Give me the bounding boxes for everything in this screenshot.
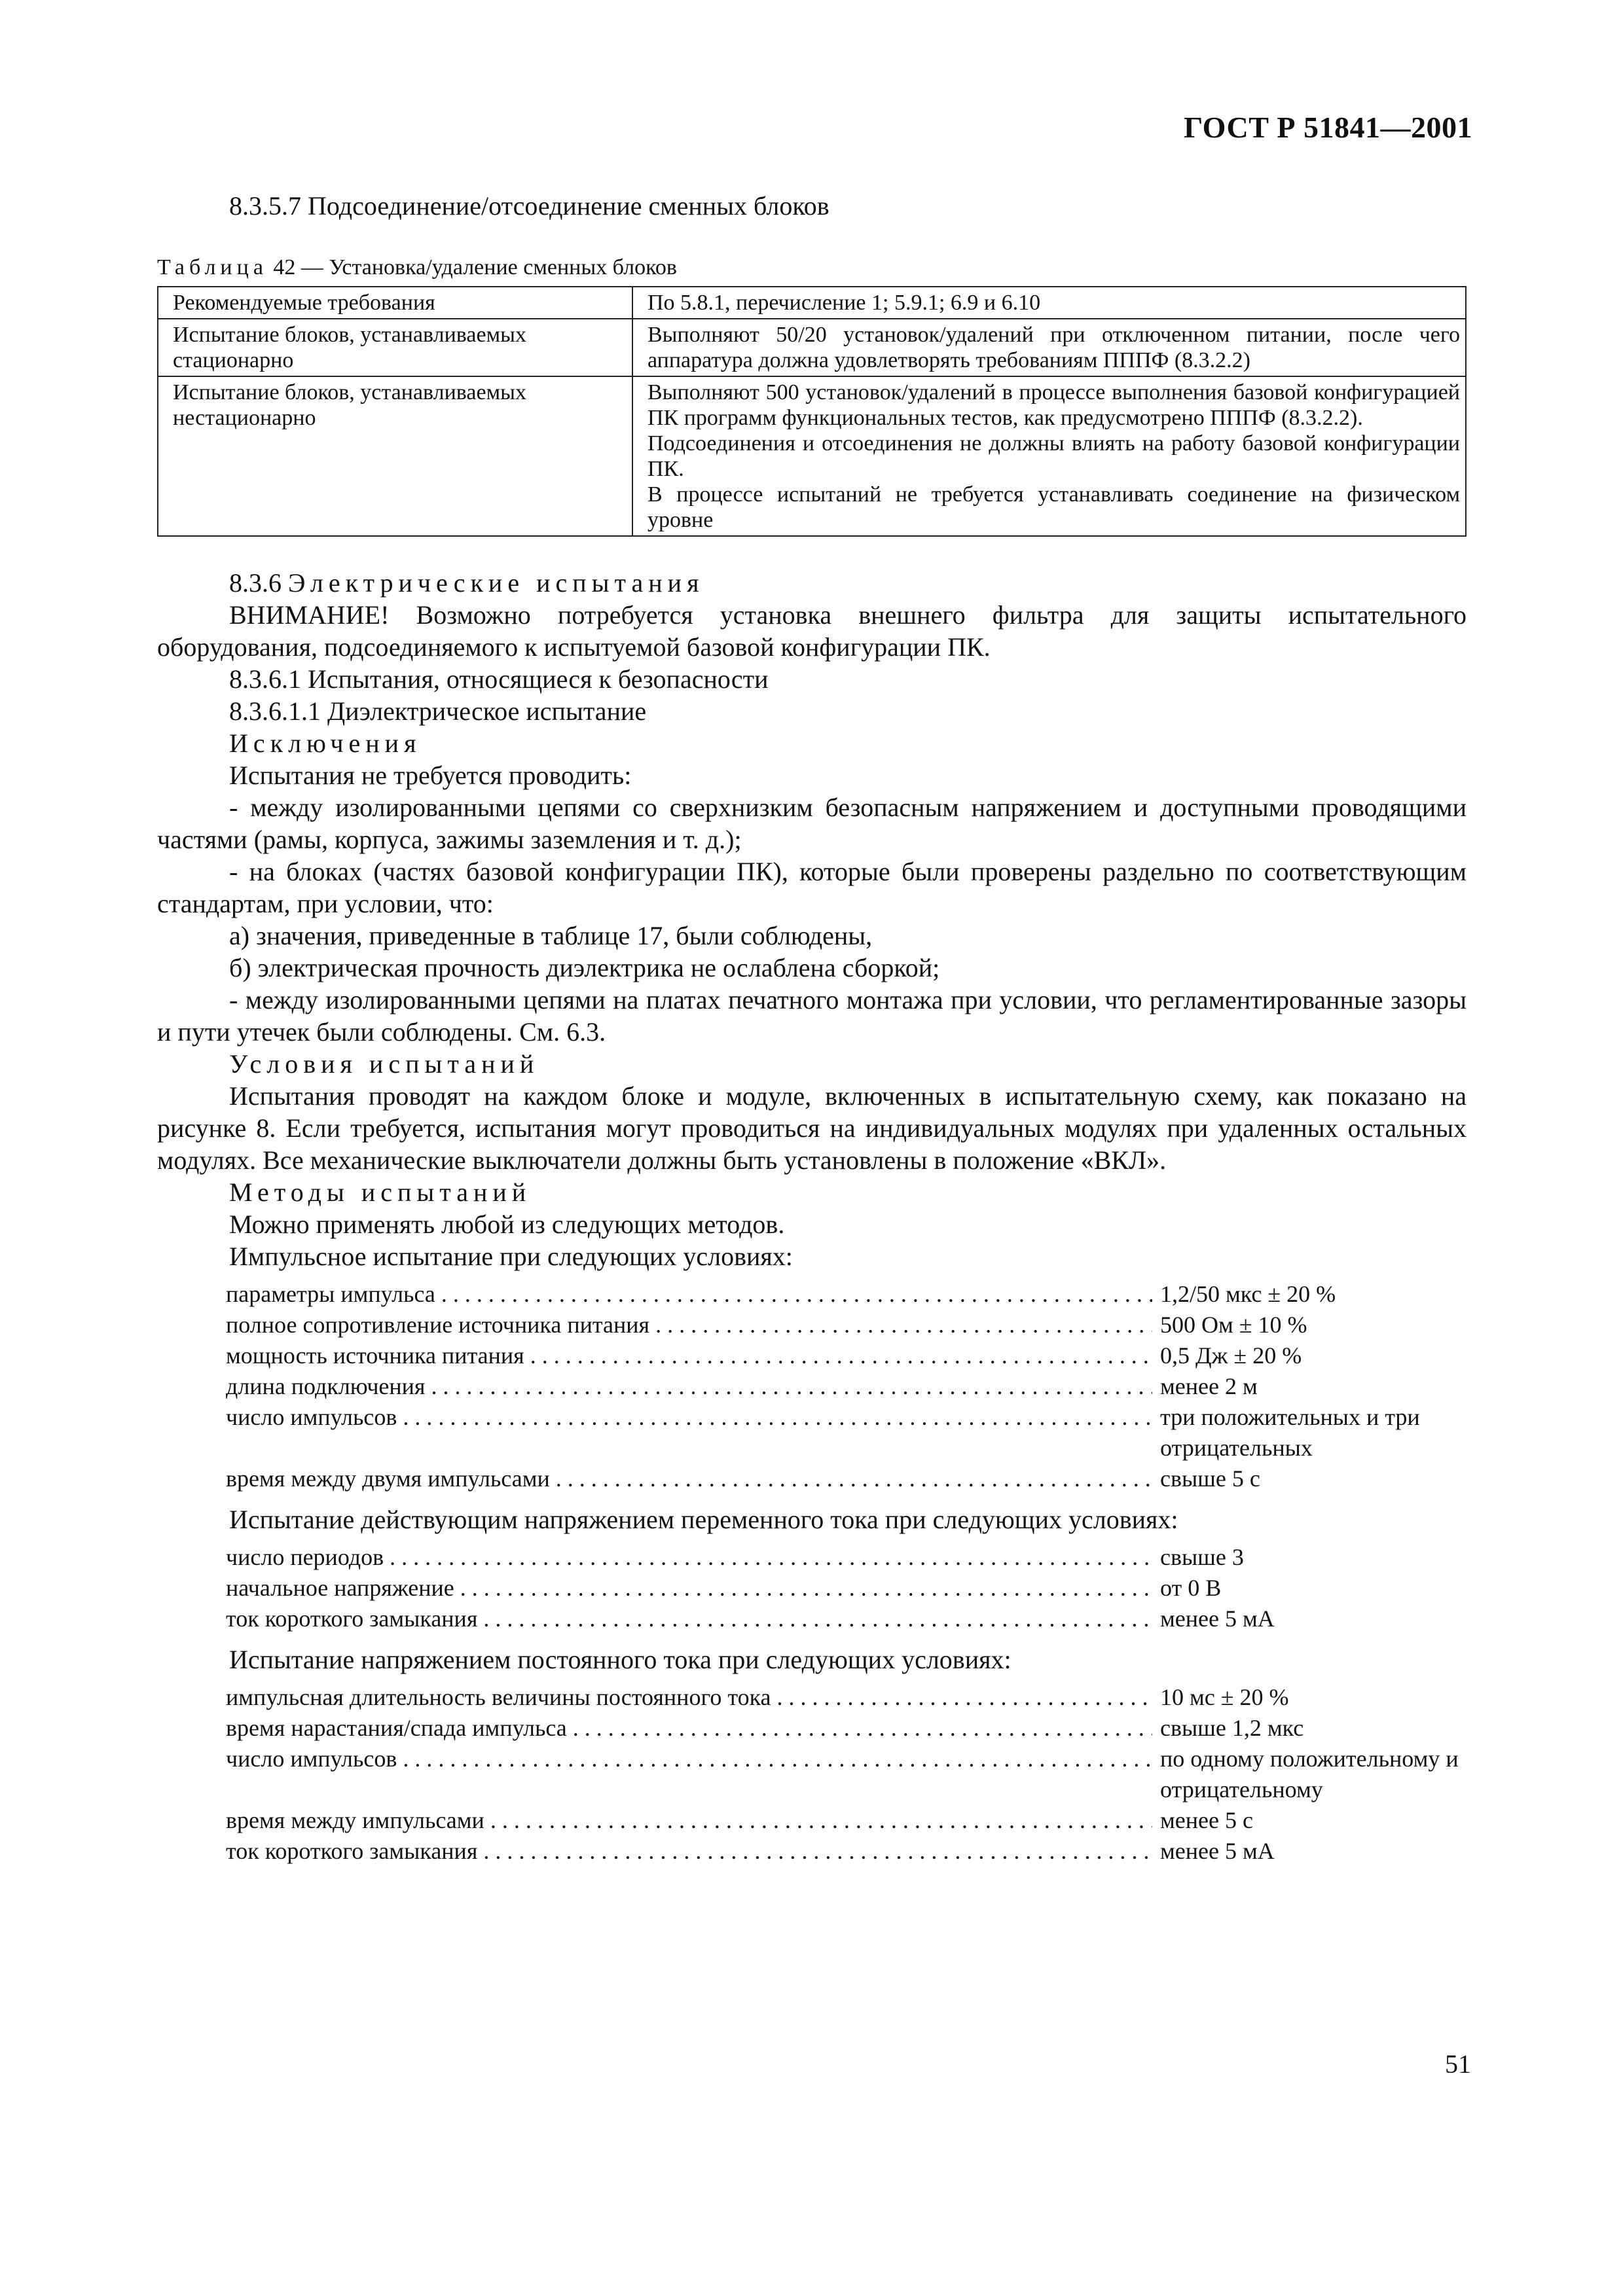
exception-item: Испытания не требуется проводить: <box>229 761 632 790</box>
param-row <box>226 1371 1467 1402</box>
exceptions-heading: Исключения <box>229 728 422 758</box>
exception-item: б) электрическая прочность диэлектрика не ослаблена сборкой; <box>229 953 940 982</box>
param-value: по одному положительному и отрицательному <box>1160 1746 1459 1803</box>
section-836-title <box>157 567 1467 599</box>
param-label: число импульсов . . . <box>226 1402 1152 1463</box>
section-836-name: Электрические испытания <box>288 568 704 598</box>
param-value: менее 5 мА <box>1160 1605 1275 1632</box>
param-value: свыше 5 с <box>1160 1465 1260 1492</box>
exception-item: а) значения, приведенные в таблице 17, были соблюдены, <box>229 921 873 950</box>
param-label: ток короткого замыкания . . . <box>226 1604 1152 1634</box>
impulse-params <box>226 1279 1467 1494</box>
cell-line: Подсоединения и отсоединения не должны влиять на работу базовой конфигурации ПК. <box>647 431 1460 481</box>
section-83611-title: 8.3.6.1.1 Диэлектрическое испытание <box>229 696 647 726</box>
param-row <box>226 1713 1467 1744</box>
param-label: время между двумя импульсами . . . <box>226 1463 1152 1494</box>
ac-intro: Испытание действующим напряжением переменного тока при следующих условиях: <box>229 1505 1178 1534</box>
section-8357-title: 8.3.5.7 Подсоединение/отсоединение сменных блоков <box>229 191 830 221</box>
param-row <box>226 1682 1467 1713</box>
param-label: время между импульсами . . . <box>226 1805 1152 1836</box>
param-value: 0,5 Дж ± 20 % <box>1160 1342 1302 1369</box>
param-value: от 0 В <box>1160 1575 1222 1601</box>
methods-heading: Методы испытаний <box>229 1177 532 1207</box>
exception-item: - на блоках (частях базовой конфигурации ПК), которые были проверены раздельно по соответствующим стандартам, при условии, что: <box>157 857 1467 918</box>
table-row <box>158 376 1466 536</box>
param-value: 10 мс ± 20 % <box>1160 1684 1289 1710</box>
param-label: число периодов . . . <box>226 1542 1152 1573</box>
param-row <box>226 1310 1467 1340</box>
warning-label: ВНИМАНИЕ! <box>229 600 390 630</box>
cell-line: В процессе испытаний не требуется устанавливать соединение на физическом уровне <box>647 482 1460 532</box>
table-cell: Рекомендуемые требования <box>158 287 632 319</box>
table-cell <box>632 287 1466 319</box>
param-value: 1,2/50 мкс ± 20 % <box>1160 1281 1336 1307</box>
section-8361-title: 8.3.6.1 Испытания, относящиеся к безопасности <box>229 664 769 694</box>
table-cell <box>632 319 1466 376</box>
param-row <box>226 1402 1467 1463</box>
param-value: свыше 1,2 мкс <box>1160 1715 1304 1741</box>
warning-text: Возможно потребуется установка внешнего фильтра для защиты испытательного оборудования, подсоединяемого к испытуемой базовой конфигурации ПК. <box>157 600 1467 662</box>
param-value: менее 5 с <box>1160 1807 1253 1833</box>
param-label: начальное напряжение . . . <box>226 1573 1152 1604</box>
param-row <box>226 1279 1467 1310</box>
cell-line: Выполняют 500 установок/удалений в процессе выполнения базовой конфигурацией ПК программ функциональных тестов, как предусмотрено ПППФ (8.3.2.2). <box>647 380 1460 430</box>
table-cell <box>632 376 1466 536</box>
cell-line: Выполняют 50/20 установок/удалений при отключенном питании, после чего аппаратура должна удовлетворять требованиям ПППФ (8.3.2.2) <box>647 323 1460 372</box>
param-row <box>226 1542 1467 1573</box>
methods-intro: Можно применять любой из следующих методов. <box>229 1210 785 1239</box>
table-row <box>158 287 1466 319</box>
standard-header: ГОСТ Р 51841—2001 <box>1184 111 1472 144</box>
dc-params <box>226 1682 1467 1867</box>
exception-item: - между изолированными цепями на платах печатного монтажа при условии, что регламентированные зазоры и пути утечек были соблюдены. См. 6.3. <box>157 985 1467 1047</box>
table-caption-text: 42 — Установка/удаление сменных блоков <box>267 255 677 279</box>
page-number: 51 <box>1445 2049 1471 2079</box>
conditions-heading: Условия испытаний <box>229 1049 539 1079</box>
warning-paragraph <box>157 599 1467 663</box>
exception-item: - между изолированными цепями со сверхнизким безопасным напряжением и доступными проводящими частями (рамы, корпуса, зажимы заземления и т. д.); <box>157 793 1467 854</box>
param-row <box>226 1805 1467 1836</box>
param-value: менее 5 мА <box>1160 1838 1275 1864</box>
param-row <box>226 1573 1467 1604</box>
table-cell: Испытание блоков, устанавливаемых нестационарно <box>158 376 632 536</box>
param-value: три положительных и три отрицательных <box>1160 1404 1420 1461</box>
param-row <box>226 1744 1467 1805</box>
param-row <box>226 1836 1467 1867</box>
param-row <box>226 1463 1467 1494</box>
table-row <box>158 319 1466 376</box>
param-label: параметры импульса . . . <box>226 1279 1152 1310</box>
dc-intro: Испытание напряжением постоянного тока при следующих условиях: <box>229 1645 1012 1674</box>
param-label: полное сопротивление источника питания . . . <box>226 1310 1152 1340</box>
param-label: мощность источника питания . . . <box>226 1340 1152 1371</box>
param-row <box>226 1604 1467 1634</box>
cell-line: По 5.8.1, перечисление 1; 5.9.1; 6.9 и 6.10 <box>647 291 1041 315</box>
param-label: время нарастания/спада импульса . . . <box>226 1713 1152 1744</box>
page-content <box>157 190 1467 1876</box>
param-row <box>226 1340 1467 1371</box>
table-caption <box>157 253 1467 282</box>
section-836-number: 8.3.6 <box>229 568 288 598</box>
param-value: 500 Ом ± 10 % <box>1160 1312 1307 1338</box>
param-label: ток короткого замыкания . . . <box>226 1836 1152 1867</box>
table-caption-label: Таблица <box>157 255 268 279</box>
table-42 <box>157 286 1467 537</box>
conditions-paragraph: Испытания проводят на каждом блоке и модуле, включенных в испытательную схему, как показано на рисунке 8. Если требуется, испытания могут проводиться на индивидуальных модулях при удаленных остальных модулях. Все механические выключатели должны быть установлены в положение «ВКЛ». <box>157 1081 1467 1175</box>
param-label: длина подключения . . . <box>226 1371 1152 1402</box>
impulse-intro: Импульсное испытание при следующих условиях: <box>229 1242 793 1271</box>
param-value: менее 2 м <box>1160 1373 1258 1399</box>
table-cell: Испытание блоков, устанавливаемых стационарно <box>158 319 632 376</box>
param-label: импульсная длительность величины постоянного тока . . . <box>226 1682 1152 1713</box>
param-label: число импульсов . . . <box>226 1744 1152 1805</box>
ac-params <box>226 1542 1467 1634</box>
param-value: свыше 3 <box>1160 1544 1244 1570</box>
